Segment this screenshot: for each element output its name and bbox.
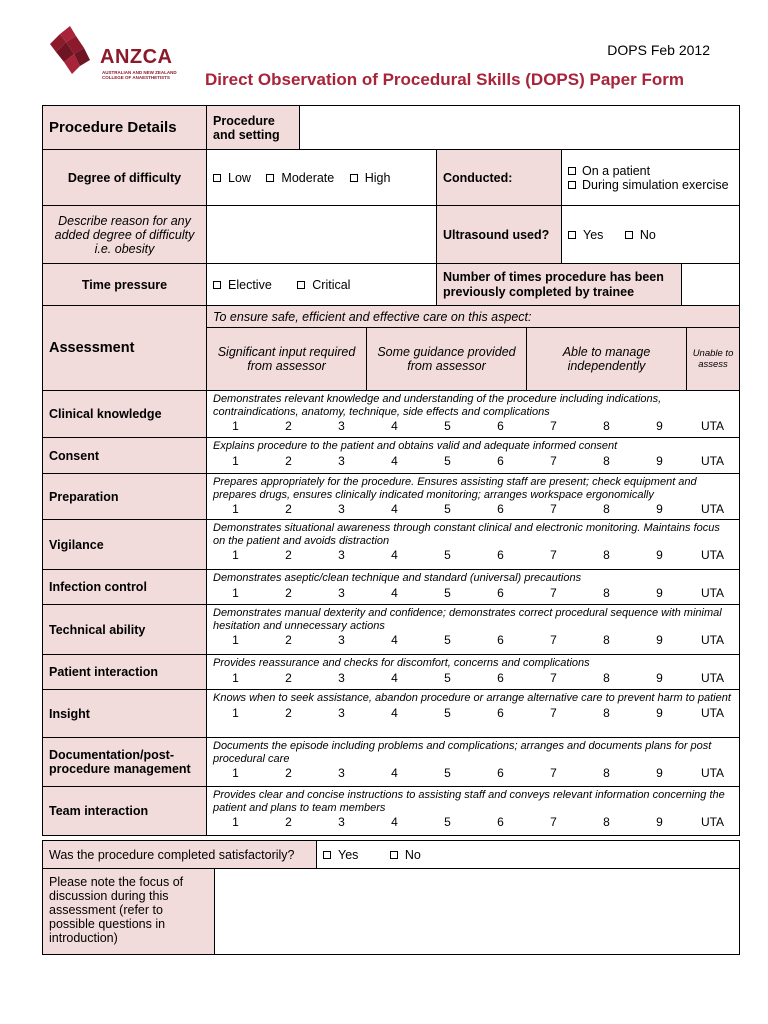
score-option[interactable]: UTA: [700, 705, 725, 720]
criterion-name: Preparation: [43, 474, 207, 520]
time-option-critical[interactable]: Critical: [297, 278, 350, 292]
criterion-name: Infection control: [43, 570, 207, 605]
criterion-description: Demonstrates situational awareness through constant clinical and electronic monitoring. Maintains focus on the patient and avoids distraction: [213, 522, 720, 547]
completion-option-no[interactable]: No: [390, 848, 421, 862]
score-option[interactable]: 1: [232, 548, 239, 562]
score-option[interactable]: 7: [550, 670, 557, 685]
scale-unable-to-assess: Unable to assess: [687, 328, 740, 391]
score-option[interactable]: 4: [391, 670, 398, 685]
score-option[interactable]: 7: [550, 766, 557, 780]
criterion-rating-cell: [207, 655, 740, 690]
criterion-row: [43, 787, 740, 836]
difficulty-label: Degree of difficulty: [43, 150, 207, 206]
score-option[interactable]: 9: [656, 585, 663, 600]
conducted-option-patient[interactable]: On a patient: [568, 164, 733, 178]
score-option[interactable]: 9: [656, 633, 663, 647]
score-option[interactable]: 2: [285, 502, 292, 516]
score-option[interactable]: 9: [656, 419, 663, 433]
criterion-rating-cell: [207, 605, 740, 655]
score-option[interactable]: 3: [338, 453, 345, 468]
score-option[interactable]: 6: [497, 453, 504, 468]
discussion-focus-label: Please note the focus of discussion during this assessment (refer to possible questions in introduction): [43, 869, 215, 955]
score-option[interactable]: 4: [391, 766, 398, 780]
scale-significant-input: Significant input required from assessor: [207, 328, 367, 391]
logo-mark-icon: [46, 26, 98, 76]
difficulty-option-moderate[interactable]: Moderate: [266, 171, 334, 185]
checkbox-icon: [390, 851, 398, 859]
score-option[interactable]: 7: [550, 548, 557, 562]
criterion-row: [43, 520, 740, 570]
criterion-rating-cell: [207, 520, 740, 570]
score-option[interactable]: 2: [285, 419, 292, 433]
score-options: [207, 766, 739, 781]
score-option[interactable]: 1: [232, 815, 239, 829]
score-option[interactable]: 6: [497, 815, 504, 829]
criterion-name: Insight: [43, 690, 207, 738]
score-option[interactable]: 6: [497, 502, 504, 516]
conducted-options: [562, 150, 740, 206]
score-option[interactable]: 6: [497, 670, 504, 685]
score-option[interactable]: 5: [444, 766, 451, 780]
score-option[interactable]: 2: [285, 670, 292, 685]
criterion-row: [43, 474, 740, 520]
criterion-description: Documents the episode including problems and complications; arranges and documents plans for post procedural care: [213, 740, 712, 765]
time-pressure-options: [207, 264, 437, 306]
ultrasound-options: [562, 206, 740, 264]
score-option[interactable]: 6: [497, 766, 504, 780]
score-option[interactable]: 9: [656, 766, 663, 780]
score-option[interactable]: UTA: [700, 633, 725, 647]
score-option[interactable]: 7: [550, 705, 557, 720]
score-option[interactable]: 8: [603, 419, 610, 433]
criterion-rating-cell: [207, 438, 740, 474]
criterion-row: [43, 690, 740, 738]
score-option[interactable]: 9: [656, 502, 663, 516]
score-option[interactable]: UTA: [700, 453, 725, 468]
score-option[interactable]: 5: [444, 548, 451, 562]
score-option[interactable]: 7: [550, 585, 557, 600]
score-option[interactable]: 5: [444, 633, 451, 647]
completion-options: [317, 841, 740, 869]
criterion-name: Consent: [43, 438, 207, 474]
checkbox-icon: [323, 851, 331, 859]
score-option[interactable]: 8: [603, 815, 610, 829]
score-option[interactable]: UTA: [700, 766, 725, 780]
checkbox-icon: [568, 167, 576, 175]
assessment-intro: To ensure safe, efficient and effective care on this aspect:: [207, 306, 740, 328]
score-option[interactable]: 3: [338, 585, 345, 600]
score-option[interactable]: 8: [603, 705, 610, 720]
score-option[interactable]: 2: [285, 548, 292, 562]
criterion-description: Demonstrates relevant knowledge and understanding of the procedure including indications, contraindications, anatomy, technique, side effects and complications: [213, 393, 662, 418]
criterion-row: [43, 738, 740, 787]
scale-some-guidance: Some guidance provided from assessor: [367, 328, 527, 391]
score-options: [207, 706, 739, 721]
score-options: [207, 419, 739, 434]
score-option[interactable]: 1: [232, 419, 239, 433]
score-option[interactable]: 7: [550, 502, 557, 516]
checkbox-icon: [297, 281, 305, 289]
score-option[interactable]: 1: [232, 585, 239, 600]
score-option[interactable]: 8: [603, 670, 610, 685]
criterion-rating-cell: [207, 570, 740, 605]
criterion-name: Clinical knowledge: [43, 391, 207, 438]
score-option[interactable]: 6: [497, 705, 504, 720]
criterion-description: Provides reassurance and checks for discomfort, concerns and complications: [213, 657, 590, 669]
score-option[interactable]: 2: [285, 633, 292, 647]
score-option[interactable]: 8: [603, 633, 610, 647]
conducted-label: Conducted:: [437, 150, 562, 206]
score-option[interactable]: 1: [232, 670, 239, 685]
procedure-details-heading: Procedure Details: [43, 106, 207, 150]
checkbox-icon: [568, 181, 576, 189]
criterion-name: Vigilance: [43, 520, 207, 570]
college-logo: [46, 26, 206, 80]
score-option[interactable]: 3: [338, 815, 345, 829]
score-option[interactable]: 6: [497, 585, 504, 600]
times-completed-field[interactable]: [682, 264, 740, 306]
criterion-description: Demonstrates manual dexterity and confidence; demonstrates correct procedural sequence with minimal hesitation and unnecessary actions: [213, 607, 722, 632]
score-option[interactable]: 5: [444, 670, 451, 685]
score-option[interactable]: 2: [285, 705, 292, 720]
score-option[interactable]: 4: [391, 453, 398, 468]
criterion-rating-cell: [207, 787, 740, 836]
score-option[interactable]: UTA: [700, 585, 725, 600]
score-option[interactable]: 3: [338, 502, 345, 516]
procedure-details-table: [42, 105, 740, 306]
score-option[interactable]: UTA: [700, 670, 725, 685]
time-pressure-label: Time pressure: [43, 264, 207, 306]
score-option[interactable]: UTA: [700, 502, 725, 516]
score-option[interactable]: 2: [285, 585, 292, 600]
criterion-rating-cell: [207, 738, 740, 787]
score-option[interactable]: UTA: [700, 815, 725, 829]
difficulty-reason-label: Describe reason for any added degree of difficulty i.e. obesity: [43, 206, 207, 264]
score-options: [207, 454, 739, 469]
score-options: [207, 633, 739, 648]
score-option[interactable]: 5: [444, 419, 451, 433]
score-option[interactable]: UTA: [700, 548, 725, 562]
score-option[interactable]: 8: [603, 766, 610, 780]
procedure-setting-label: Procedure and setting: [207, 106, 300, 150]
ultrasound-label: Ultrasound used?: [437, 206, 562, 264]
score-option[interactable]: 8: [603, 548, 610, 562]
score-option[interactable]: 3: [338, 705, 345, 720]
criterion-row: [43, 655, 740, 690]
ultrasound-option-no[interactable]: No: [625, 228, 656, 242]
form-title: Direct Observation of Procedural Skills (DOPS) Paper Form: [205, 70, 684, 89]
discussion-focus-table: [42, 868, 740, 955]
criterion-row: [43, 605, 740, 655]
score-option[interactable]: 4: [391, 585, 398, 600]
score-option[interactable]: 5: [444, 453, 451, 468]
score-option[interactable]: 4: [391, 502, 398, 516]
score-option[interactable]: 7: [550, 453, 557, 468]
score-option[interactable]: 4: [391, 815, 398, 829]
score-option[interactable]: 9: [656, 815, 663, 829]
criterion-rating-cell: [207, 474, 740, 520]
checkbox-icon: [213, 281, 221, 289]
score-option[interactable]: 3: [338, 670, 345, 685]
checkbox-icon: [350, 174, 358, 182]
score-option[interactable]: UTA: [700, 419, 725, 433]
criterion-row: [43, 570, 740, 605]
difficulty-reason-field[interactable]: [207, 206, 437, 264]
score-option[interactable]: 1: [232, 766, 239, 780]
score-option[interactable]: 5: [444, 705, 451, 720]
score-option[interactable]: 4: [391, 548, 398, 562]
times-completed-label: Number of times procedure has been previously completed by trainee: [437, 264, 682, 306]
score-option[interactable]: 3: [338, 633, 345, 647]
document-id: DOPS Feb 2012: [607, 42, 710, 58]
score-option[interactable]: 8: [603, 453, 610, 468]
criterion-name: Team interaction: [43, 787, 207, 836]
discussion-focus-field[interactable]: [215, 869, 740, 955]
score-option[interactable]: 1: [232, 633, 239, 647]
score-option[interactable]: 9: [656, 705, 663, 720]
score-option[interactable]: 7: [550, 815, 557, 829]
ultrasound-option-yes[interactable]: Yes: [568, 228, 603, 242]
score-option[interactable]: 6: [497, 419, 504, 433]
assessment-table: [42, 305, 740, 836]
score-option[interactable]: 1: [232, 453, 239, 468]
completion-option-yes[interactable]: Yes: [323, 848, 358, 862]
criterion-description: Demonstrates aseptic/clean technique and standard (universal) precautions: [213, 572, 582, 584]
score-options: [207, 548, 739, 563]
score-option[interactable]: 6: [497, 633, 504, 647]
score-option[interactable]: 4: [391, 705, 398, 720]
logo-subtitle: AUSTRALIAN AND NEW ZEALAND COLLEGE OF ANAESTHETISTS: [102, 70, 177, 80]
score-option[interactable]: 8: [603, 585, 610, 600]
score-option[interactable]: 9: [656, 548, 663, 562]
score-option[interactable]: 5: [444, 502, 451, 516]
criterion-description: Explains procedure to the patient and obtains valid and adequate informed consent: [213, 440, 618, 452]
score-option[interactable]: 7: [550, 419, 557, 433]
logo-wordmark: ANZCA: [100, 46, 173, 68]
difficulty-option-high[interactable]: High: [350, 171, 391, 185]
score-option[interactable]: 1: [232, 705, 239, 720]
procedure-setting-field[interactable]: [300, 106, 740, 150]
checkbox-icon: [213, 174, 221, 182]
score-option[interactable]: 4: [391, 419, 398, 433]
score-option[interactable]: 9: [656, 453, 663, 468]
criterion-name: Documentation/post-procedure management: [43, 738, 207, 787]
score-option[interactable]: 2: [285, 815, 292, 829]
completion-question: Was the procedure completed satisfactorily?: [43, 841, 317, 869]
score-options: [207, 671, 739, 686]
score-option[interactable]: 8: [603, 502, 610, 516]
score-option[interactable]: 7: [550, 633, 557, 647]
assessment-heading: Assessment: [43, 306, 207, 391]
score-options: [207, 815, 739, 830]
criterion-rating-cell: [207, 690, 740, 738]
criterion-row: [43, 438, 740, 474]
score-option[interactable]: 3: [338, 419, 345, 433]
criterion-name: Technical ability: [43, 605, 207, 655]
score-option[interactable]: 1: [232, 502, 239, 516]
checkbox-icon: [568, 231, 576, 239]
conducted-option-simulation[interactable]: During simulation exercise: [568, 178, 733, 192]
criterion-description: Prepares appropriately for the procedure. Ensures assisting staff are present; check equipment and prepares drugs, ensures clinically indicated monitoring; arranges workspace ergonomically: [213, 476, 697, 501]
criterion-description: Knows when to seek assistance, abandon procedure or arrange alternative care to prevent harm to patient: [213, 692, 731, 704]
criterion-row: [43, 391, 740, 438]
score-option[interactable]: 2: [285, 766, 292, 780]
score-option[interactable]: 9: [656, 670, 663, 685]
score-option[interactable]: 6: [497, 548, 504, 562]
criterion-description: Provides clear and concise instructions to assisting staff and conveys relevant information concerning the patient and plans to team members: [213, 789, 725, 814]
score-option[interactable]: 5: [444, 585, 451, 600]
difficulty-option-low[interactable]: Low: [213, 171, 251, 185]
score-options: [207, 586, 739, 601]
score-option[interactable]: 5: [444, 815, 451, 829]
time-option-elective[interactable]: Elective: [213, 278, 272, 292]
checkbox-icon: [625, 231, 633, 239]
checkbox-icon: [266, 174, 274, 182]
score-option[interactable]: 4: [391, 633, 398, 647]
score-options: [207, 502, 739, 517]
criterion-name: Patient interaction: [43, 655, 207, 690]
difficulty-options: [207, 150, 437, 206]
score-option[interactable]: 3: [338, 548, 345, 562]
completion-table: [42, 840, 740, 869]
score-option[interactable]: 3: [338, 766, 345, 780]
scale-independent: Able to manage independently: [527, 328, 687, 391]
criterion-rating-cell: [207, 391, 740, 438]
score-option[interactable]: 2: [285, 453, 292, 468]
